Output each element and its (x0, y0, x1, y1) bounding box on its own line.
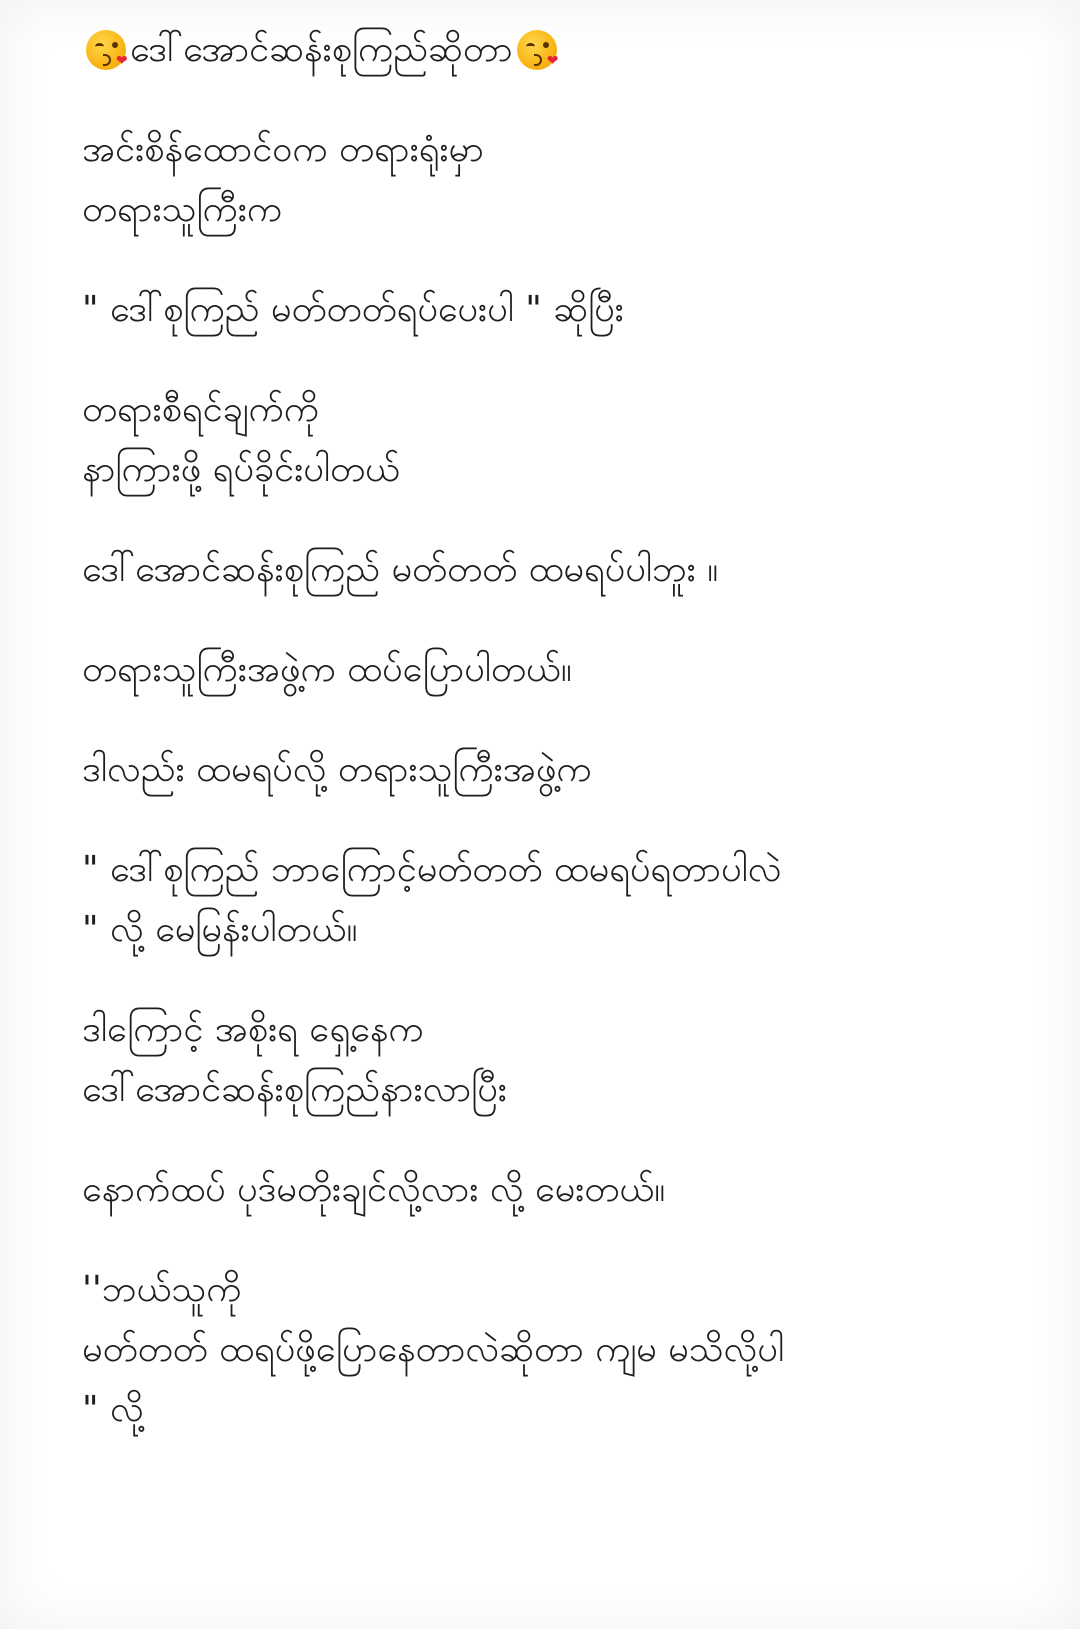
post-line: နောက်ထပ် ပုဒ်မတိုးချင်လို့လား လို့ မေးတယ်။ (82, 1169, 666, 1210)
post-line: " လို့ (82, 1389, 144, 1430)
post-line: ဒေါ်အောင်ဆန်းစုကြည်နားလာပြီး (82, 1069, 507, 1110)
post-line: မတ်တတ် ထရပ်ဖို့ပြောနေတာလဲဆိုတာ ကျမ မသိလို့ပါ (82, 1329, 785, 1370)
kissing-face-with-heart-icon: ❤ (86, 30, 126, 70)
kissing-face-with-heart-icon: ❤ (517, 30, 557, 70)
post-body (82, 20, 1040, 1440)
post-title: ဒေါ်အောင်ဆန်းစုကြည်ဆိုတာ (130, 29, 513, 70)
post-line: " ဒေါ်စုကြည် ဘာကြောင့်မတ်တတ် ထမရပ်ရတာပါလဲ (82, 849, 782, 890)
post-title-row (82, 20, 1040, 80)
post-line: ဒါလည်း ထမရပ်လို့ တရားသူကြီးအဖွဲ့က (82, 749, 592, 790)
post-line: ဒေါ်အောင်ဆန်းစုကြည် မတ်တတ် ထမရပ်ပါဘူး ။ (82, 549, 719, 590)
post-line: အင်းစိန်ထောင်ဝက တရားရုံးမှာ (82, 129, 484, 170)
post-line: နာကြားဖို့ ရပ်ခိုင်းပါတယ် (82, 449, 400, 490)
post-line: တရားသူကြီးအဖွဲ့က ထပ်ပြောပါတယ်။ (82, 649, 572, 690)
post-line: " ဒေါ်စုကြည် မတ်တတ်ရပ်ပေးပါ " ဆိုပြီး (82, 289, 624, 330)
post-line: ဒါကြောင့် အစိုးရ ရှေ့နေက (82, 1009, 424, 1050)
post-line: ''ဘယ်သူကို (82, 1269, 242, 1310)
post-line: တရားသူကြီးက (82, 189, 283, 230)
post-line: " လို့ မေမြန်းပါတယ်။ (82, 909, 358, 950)
post-line: တရားစီရင်ချက်ကို (82, 389, 319, 430)
